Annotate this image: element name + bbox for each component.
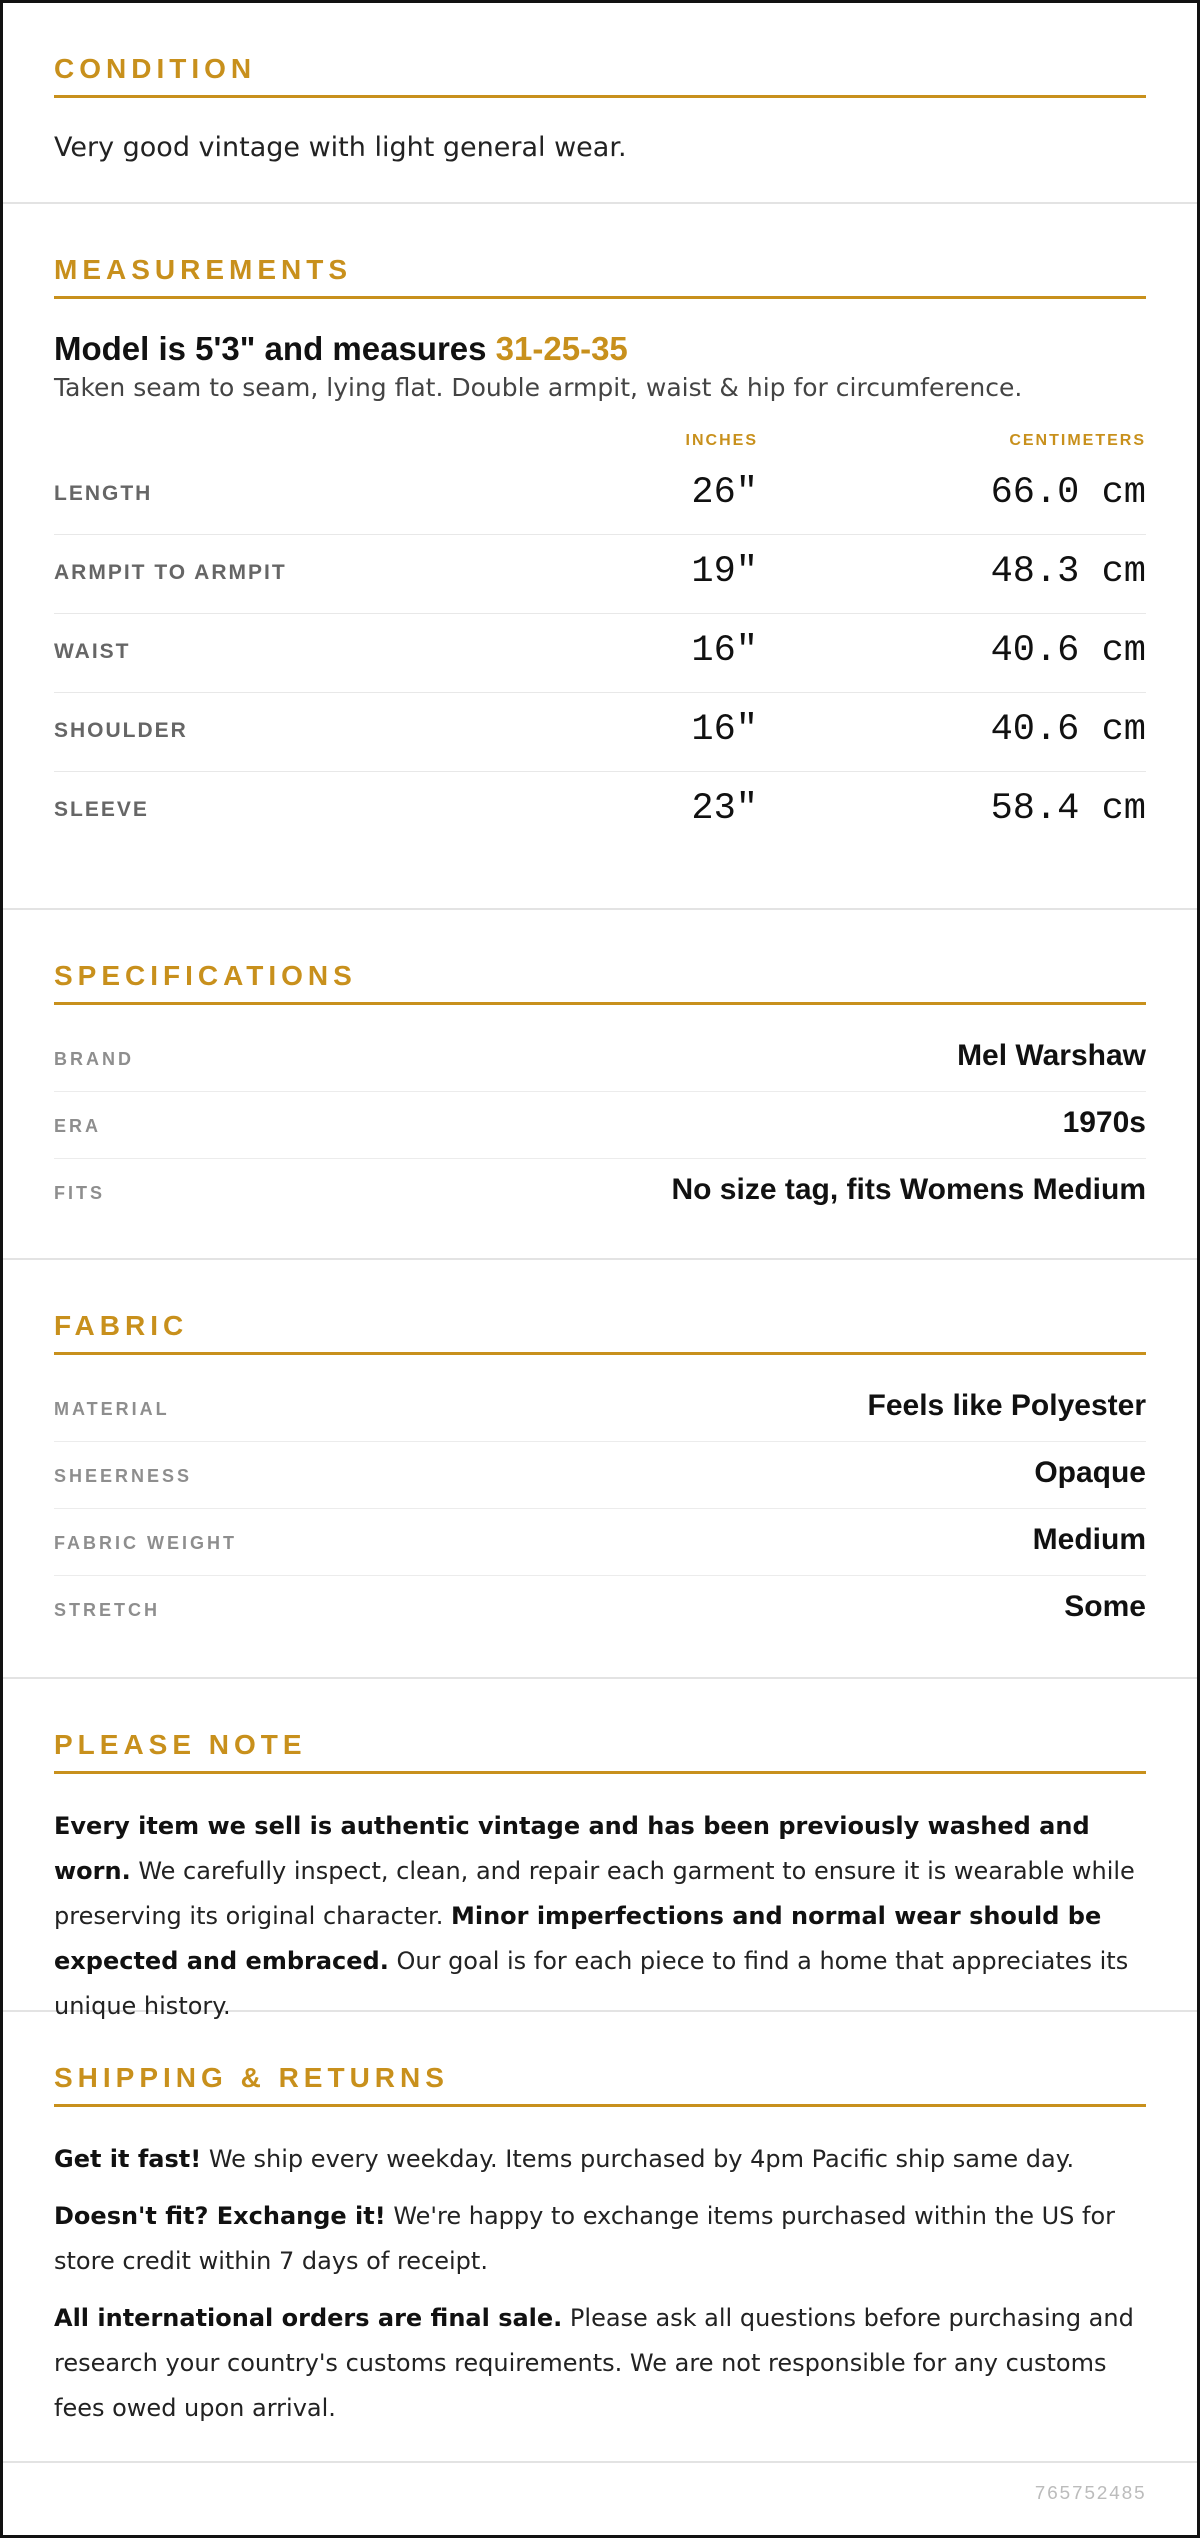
spec-value: 1970s xyxy=(1062,1106,1146,1139)
shipping-text-3: Please ask all questions before purchasing and research your country's customs requirements. We are not responsible for any customs fees owed upon arrival. xyxy=(54,2304,1134,2422)
measurement-label: SLEEVE xyxy=(54,798,149,821)
shipping-text-1: We ship every weekday. Items purchased by 4pm Pacific ship same day. xyxy=(201,2145,1075,2173)
note-text-1: We carefully inspect, clean, and repair each garment to ensure it is wearable while preserving its original character. xyxy=(54,1857,1135,1930)
please-note-paragraph xyxy=(54,1804,1146,2029)
fabric-section xyxy=(3,1260,1197,1679)
shipping-bold-2: Doesn't fit? Exchange it! xyxy=(54,2202,386,2230)
measurement-label: ARMPIT TO ARMPIT xyxy=(54,561,287,584)
model-measurements xyxy=(54,329,1146,369)
centimeters-column-header: CENTIMETERS xyxy=(1009,432,1146,449)
measurement-column-headers xyxy=(54,432,1146,456)
please-note-section xyxy=(3,1679,1197,2020)
fabric-value: Medium xyxy=(1032,1523,1146,1556)
condition-heading: CONDITION xyxy=(54,3,1146,98)
spec-value: Mel Warshaw xyxy=(957,1039,1146,1072)
measurement-cm: 40.6 cm xyxy=(990,709,1146,751)
inches-column-header: INCHES xyxy=(685,432,758,449)
fabric-label: STRETCH xyxy=(54,1600,160,1620)
model-measurements-value: 31-25-35 xyxy=(495,330,628,367)
shipping-heading: SHIPPING & RETURNS xyxy=(54,2012,1146,2107)
fabric-heading: FABRIC xyxy=(54,1260,1146,1355)
specifications-heading: SPECIFICATIONS xyxy=(54,910,1146,1005)
spec-row-era xyxy=(54,1092,1146,1159)
measurement-row-length xyxy=(54,456,1146,535)
fabric-row-stretch xyxy=(54,1576,1146,1642)
measurement-method-note: Taken seam to seam, lying flat. Double armpit, waist & hip for circumference. xyxy=(54,373,1023,402)
fabric-value: Feels like Polyester xyxy=(867,1389,1146,1422)
shipping-paragraph-exchange xyxy=(54,2194,1146,2284)
condition-text: Very good vintage with light general wear. xyxy=(54,132,627,163)
measurement-cm: 48.3 cm xyxy=(990,551,1146,593)
item-id: 765752485 xyxy=(1034,2483,1146,2505)
specifications-section xyxy=(3,910,1197,1260)
spec-label: BRAND xyxy=(54,1049,134,1069)
measurement-inches: 19" xyxy=(691,551,758,593)
measurement-inches: 16" xyxy=(691,630,758,672)
shipping-text-2: We're happy to exchange items purchased within the US for store credit within 7 days of receipt. xyxy=(54,2202,1116,2275)
fabric-label: MATERIAL xyxy=(54,1399,170,1419)
measurement-row-armpit xyxy=(54,535,1146,614)
fabric-row-weight xyxy=(54,1509,1146,1576)
note-bold-1: Every item we sell is authentic vintage and has been previously washed and worn. xyxy=(54,1812,1090,1885)
model-prefix: Model is 5'3" and measures xyxy=(54,330,487,367)
measurement-inches: 23" xyxy=(691,788,758,830)
measurements-section xyxy=(3,204,1197,910)
fabric-row-sheerness xyxy=(54,1442,1146,1509)
spec-label: ERA xyxy=(54,1116,102,1136)
shipping-paragraph-international xyxy=(54,2296,1146,2431)
fabric-value: Some xyxy=(1064,1590,1146,1623)
measurements-heading: MEASUREMENTS xyxy=(54,204,1146,299)
spec-value: No size tag, fits Womens Medium xyxy=(671,1173,1146,1206)
measurement-row-waist xyxy=(54,614,1146,693)
fabric-row-material xyxy=(54,1375,1146,1442)
spec-row-fits xyxy=(54,1159,1146,1225)
shipping-bold-1: Get it fast! xyxy=(54,2145,202,2173)
spec-label: FITS xyxy=(54,1183,105,1203)
spacer xyxy=(54,1005,1146,1025)
fabric-label: SHEERNESS xyxy=(54,1466,193,1486)
measurement-cm: 58.4 cm xyxy=(990,788,1146,830)
measurement-inches: 26" xyxy=(691,472,758,514)
please-note-heading: PLEASE NOTE xyxy=(54,1679,1146,1774)
measurement-label: LENGTH xyxy=(54,482,153,505)
note-text-2: Our goal is for each piece to find a home that appreciates its unique history. xyxy=(54,1947,1129,2020)
measurement-row-sleeve xyxy=(54,772,1146,850)
spec-row-brand xyxy=(54,1025,1146,1092)
measurement-row-shoulder xyxy=(54,693,1146,772)
condition-section xyxy=(3,3,1197,204)
shipping-bold-3: All international orders are final sale. xyxy=(54,2304,563,2332)
fabric-value: Opaque xyxy=(1034,1456,1146,1489)
shipping-paragraph-fast xyxy=(54,2137,1146,2182)
measurement-cm: 40.6 cm xyxy=(990,630,1146,672)
fabric-label: FABRIC WEIGHT xyxy=(54,1533,237,1553)
measurement-label: WAIST xyxy=(54,640,131,663)
note-bold-2: Minor imperfections and normal wear should be expected and embraced. xyxy=(54,1902,1102,1975)
measurement-label: SHOULDER xyxy=(54,719,188,742)
spacer xyxy=(54,1355,1146,1375)
shipping-section xyxy=(3,2012,1197,2463)
measurement-cm: 66.0 cm xyxy=(990,472,1146,514)
measurement-inches: 16" xyxy=(691,709,758,751)
